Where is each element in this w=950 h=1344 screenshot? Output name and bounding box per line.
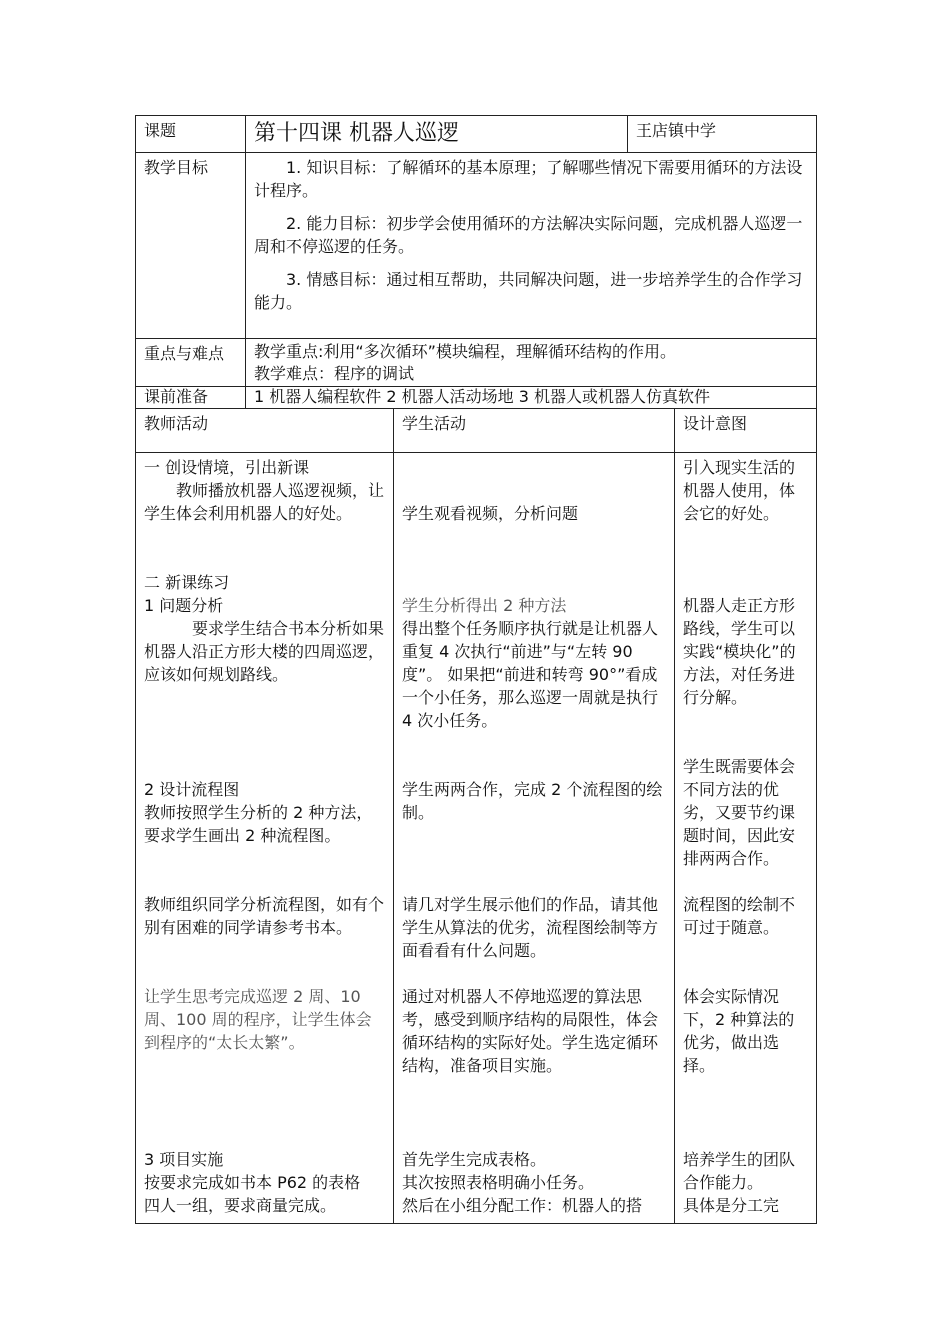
student-block-intro — [402, 502, 666, 525]
student-activity-header: 学生活动 — [394, 409, 675, 453]
teacher-project-heading: 3 项目实施 — [144, 1150, 224, 1169]
teacher-analysis-text: 要求学生结合书本分析如果机器人沿正方形大楼的四周巡逻，应该如何规划路线。 — [144, 619, 385, 684]
design-intent-cell — [675, 453, 817, 1224]
teacher-block-intro — [144, 456, 385, 525]
objective-ability: 2. 能力目标：初步学会使用循环的方法解决实际问题，完成机器人巡逻一周和不停巡逻的任务。 — [254, 214, 803, 256]
teacher-block-project — [144, 1148, 385, 1217]
student-analysis-text: 得出整个任务顺序执行就是让机器人重复 4 次执行“前进”与“左转 90 度”。 如果把“前进和转弯 90°”看成一个小任务，那么巡逻一周就是执行 4 次小任务。 — [402, 619, 659, 730]
intent-review-text: 流程图的绘制不可过于随意。 — [683, 895, 796, 937]
keypoints-label: 重点与难点 — [136, 339, 246, 387]
course-label: 课题 — [136, 116, 246, 153]
column-header-row — [136, 409, 817, 453]
lesson-plan-table — [135, 115, 817, 1224]
teacher-block-review — [144, 893, 385, 939]
teacher-flowchart-heading: 2 设计流程图 — [144, 780, 240, 799]
student-reflect-text: 通过对机器人不停地巡逻的算法思考，感受到顺序结构的局限性，体会循环结构的实际好处。学生选定循环结构，准备项目实施。 — [402, 987, 659, 1075]
intent-block-intro — [683, 456, 808, 525]
lesson-plan-sheet — [135, 115, 816, 1224]
teacher-block-reflect — [144, 985, 385, 1054]
teacher-block-analysis — [144, 571, 385, 686]
activity-row — [136, 453, 817, 1224]
teacher-project-text: 按要求完成如书本 P62 的表格 — [144, 1173, 361, 1192]
intent-analysis-text: 机器人走正方形路线，学生可以实践“模块化”的方法，对任务进行分解。 — [683, 596, 796, 707]
intent-project-text: 培养学生的团队合作能力。 — [683, 1150, 796, 1192]
student-activity-cell — [394, 453, 675, 1224]
student-block-reflect — [402, 985, 666, 1077]
preparation-content: 1 机器人编程软件 2 机器人活动场地 3 机器人或机器人仿真软件 — [246, 387, 817, 409]
teacher-intro-text: 教师播放机器人巡逻视频，让学生体会利用机器人的好处。 — [144, 481, 385, 523]
intent-block-analysis — [683, 594, 808, 709]
school-name: 王店镇中学 — [628, 116, 817, 153]
student-analysis-heading: 学生分析得出 2 种方法 — [402, 596, 567, 615]
student-project-step2: 其次按照表格明确小任务。 — [402, 1173, 595, 1192]
objectives-label: 教学目标 — [136, 153, 246, 339]
objective-knowledge: 1. 知识目标：了解循环的基本原理；了解哪些情况下需要用循环的方法设计程序。 — [254, 158, 803, 200]
student-block-flowchart — [402, 778, 666, 824]
teacher-project-group: 四人一组，要求商量完成。 — [144, 1196, 337, 1215]
teacher-intro-heading: 一 创设情境，引出新课 — [144, 458, 310, 477]
teacher-section-heading: 二 新课练习 — [144, 573, 230, 592]
intent-project-detail: 具体是分工完 — [683, 1196, 780, 1215]
teaching-difficulty: 教学难点：程序的调试 — [254, 364, 415, 383]
keypoints-row — [136, 339, 817, 387]
teacher-reflect-text: 让学生思考完成巡逻 2 周、10 周、100 周的程序，让学生体会到程序的“太长太繁”。 — [144, 987, 372, 1052]
keypoints-content — [246, 339, 817, 387]
design-intent-header: 设计意图 — [675, 409, 817, 453]
teacher-block-flowchart — [144, 778, 385, 847]
teacher-activity-header: 教师活动 — [136, 409, 394, 453]
teacher-analysis-heading: 1 问题分析 — [144, 596, 224, 615]
student-review-text: 请几对学生展示他们的作品，请其他学生从算法的优劣，流程图绘制等方面看看有什么问题。 — [402, 895, 659, 960]
teacher-review-text: 教师组织同学分析流程图，如有个别有困难的同学请参考书本。 — [144, 895, 385, 937]
intent-intro-text: 引入现实生活的机器人使用，体会它的好处。 — [683, 458, 796, 523]
intent-reflect-text: 体会实际情况下，2 种算法的优劣，做出选择。 — [683, 987, 795, 1075]
intent-flowchart-text: 学生既需要体会不同方法的优劣，又要节约课题时间，因此安排两两合作。 — [683, 757, 796, 868]
teaching-focus: 教学重点:利用“多次循环”模块编程，理解循环结构的作用。 — [254, 342, 676, 361]
student-block-project — [402, 1148, 666, 1217]
intent-block-flowchart — [683, 755, 808, 870]
student-block-analysis — [402, 594, 666, 732]
student-block-review — [402, 893, 666, 962]
objective-emotion: 3. 情感目标：通过相互帮助，共同解决问题，进一步培养学生的合作学习能力。 — [254, 270, 803, 312]
student-project-step1: 首先学生完成表格。 — [402, 1150, 547, 1169]
lesson-title: 第十四课 机器人巡逻 — [246, 116, 628, 153]
student-intro-text: 学生观看视频，分析问题 — [402, 504, 579, 523]
preparation-label: 课前准备 — [136, 387, 246, 409]
intent-block-reflect — [683, 985, 808, 1077]
objectives-content — [246, 153, 817, 339]
student-project-step3: 然后在小组分配工作：机器人的搭 — [402, 1196, 643, 1215]
intent-block-project — [683, 1148, 808, 1217]
teacher-activity-cell — [136, 453, 394, 1224]
preparation-row — [136, 387, 817, 409]
teacher-flowchart-text: 教师按照学生分析的 2 种方法，要求学生画出 2 种流程图。 — [144, 803, 373, 845]
intent-block-review — [683, 893, 808, 939]
objectives-row — [136, 153, 817, 339]
student-flowchart-text: 学生两两合作，完成 2 个流程图的绘制。 — [402, 780, 663, 822]
title-row — [136, 116, 817, 153]
